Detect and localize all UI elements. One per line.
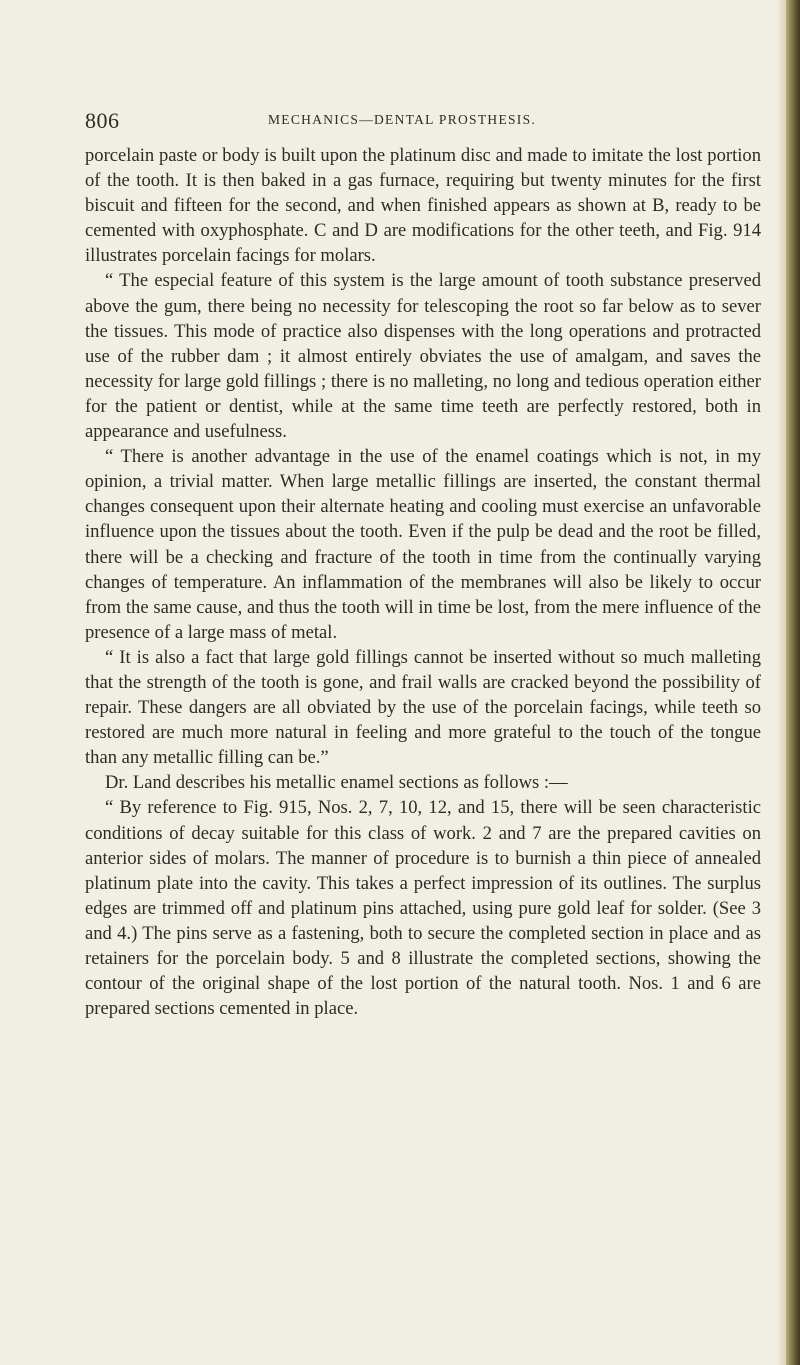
- page-header: [85, 108, 785, 132]
- paragraph-1: porcelain paste or body is built upon the platinum disc and made to imitate the lost portion of the tooth. It is then baked in a gas furnace, requiring but twenty minutes for the first biscuit and fifteen for the second, and when finished appears as shown at B, ready to be cemented with oxyphosphate. C and D are modifications for the other teeth, and Fig. 914 illustrates porcelain facings for molars.: [85, 145, 761, 267]
- page-number: 806: [85, 108, 120, 133]
- paragraph-5: Dr. Land describes his metallic enamel sections as follows :—: [105, 772, 568, 794]
- paragraph-3: “ There is another advantage in the use of the enamel coatings which is not, in my opinion, a trivial matter. When large metallic fillings are inserted, the constant thermal changes consequent upon their alternate heating and cooling must exercise an unfavorable influence upon the tissues about the tooth. Even if the pulp be dead and the root be filled, there will be a checking and fracture of the tooth in time from the continually varying changes of temperature. An inflammation of the membranes will also be likely to occur from the same cause, and thus the tooth will in time be lost, from the mere influence of the presence of a large mass of metal.: [85, 446, 761, 643]
- paragraph-2: “ The especial feature of this system is the large amount of tooth substance preserved above the gum, there being no necessity for telescoping the root so far below as to sever the tissues. This mode of practice also dispenses with the long operations and protracted use of the rubber dam ; it almost entirely obviates the use of amalgam, and saves the necessity for large gold fillings ; there is no malleting, no long and tedious operation either for the patient or dentist, while at the same time teeth are perfectly restored, both in appearance and usefulness.: [85, 270, 761, 443]
- paragraph-6: “ By reference to Fig. 915, Nos. 2, 7, 10, 12, and 15, there will be seen characteristic conditions of decay suitable for this class of work. 2 and 7 are the prepared cavities on anterior sides of molars. The manner of procedure is to burnish a thin piece of annealed platinum plate into the cavity. This takes a perfect impression of its outlines. The surplus edges are trimmed off and platinum pins attached, using pure gold leaf for solder. (See 3 and 4.) The pins serve as a fastening, both to secure the completed section in place and as retainers for the porcelain body. 5 and 8 illustrate the completed sections, showing the contour of the original shape of the lost portion of the natural tooth. Nos. 1 and 6 are prepared sections cemented in place.: [85, 797, 761, 1020]
- body-text: [85, 143, 761, 1021]
- page-edge-shadow: [776, 0, 786, 1365]
- paragraph-4: “ It is also a fact that large gold fillings cannot be inserted without so much malleting that the strength of the tooth is gone, and frail walls are cracked beyond the possibility of repair. These dangers are all obviated by the use of the porcelain facings, while teeth so restored are much more natural in feeling and more grateful to the touch of the tongue than any metallic filling can be.”: [85, 646, 761, 769]
- page-binding-edge: [786, 0, 800, 1365]
- running-head: MECHANICS—DENTAL PROSTHESIS.: [268, 112, 537, 127]
